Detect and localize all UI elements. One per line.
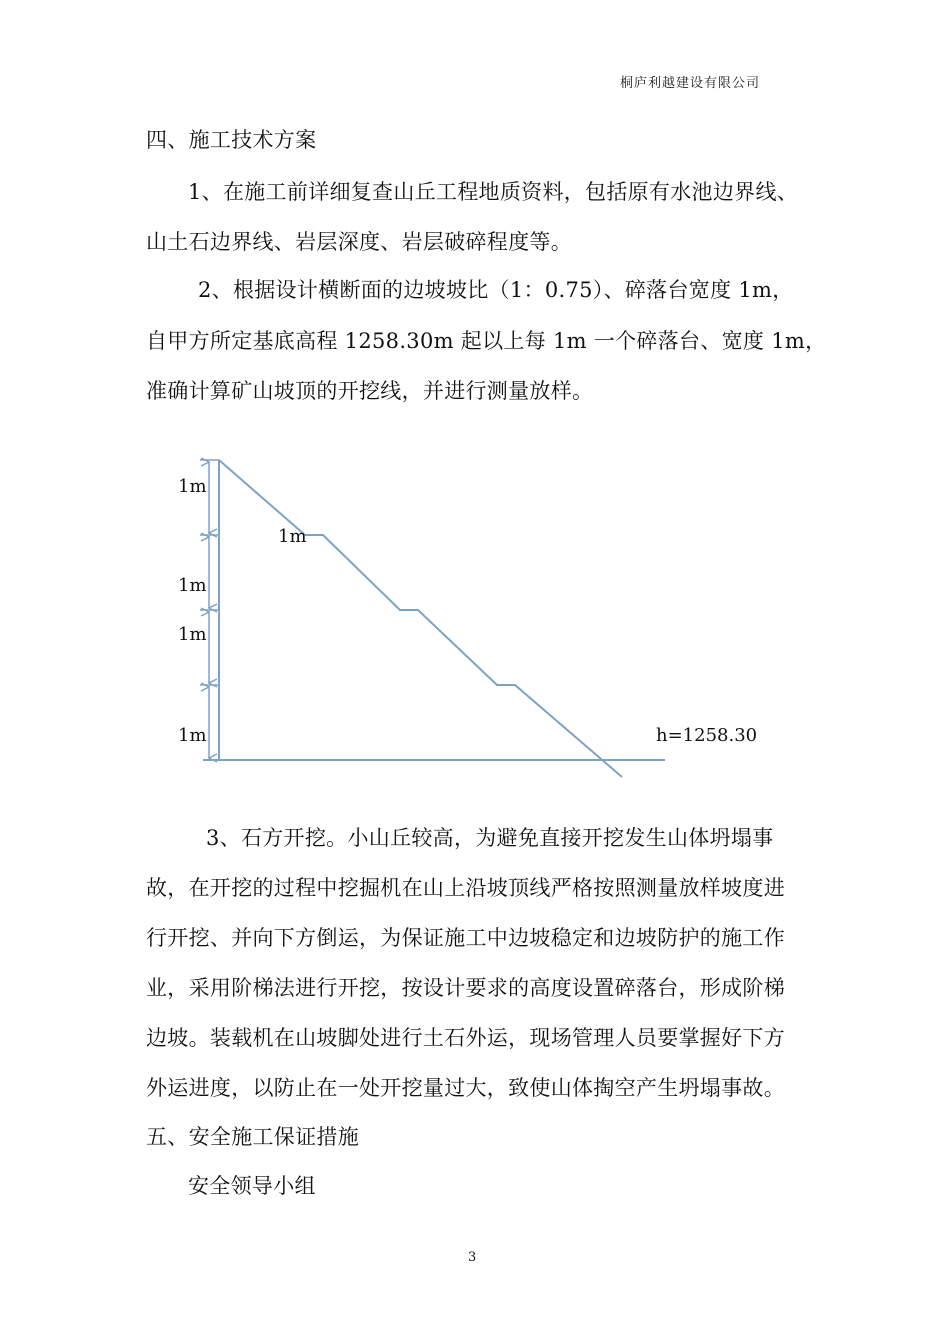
section-title-construction-plan: 四、施工技术方案 [146,128,317,152]
paragraph-2-line-1: 2、根据设计横断面的边坡坡比（1：0.75）、碎落台宽度 1m， [198,278,794,302]
height-label-4: 1m [178,725,207,746]
paragraph-3-line-6: 外运进度，以防止在一处开挖量过大，致使山体掏空产生坍塌事故。 [146,1076,785,1100]
paragraph-3-line-1: 3、石方开挖。小山丘较高，为避免直接开挖发生山体坍塌事 [206,826,774,850]
paragraph-1-line-1: 1、在施工前详细复查山丘工程地质资料，包括原有水池边界线、 [188,180,799,204]
paragraph-1-line-2: 山土石边界线、岩层深度、岩层破碎程度等。 [146,230,572,254]
company-header: 桐庐利越建设有限公司 [620,76,761,91]
page-number: 3 [468,1250,477,1265]
paragraph-2-line-3: 准确计算矿山坡顶的开挖线，并进行测量放样。 [146,379,594,403]
height-label-3: 1m [178,624,207,645]
safety-leadership-group-heading: 安全领导小组 [188,1174,316,1198]
elevation-label: h=1258.30 [656,725,758,746]
paragraph-3-line-2: 故，在开挖的过程中挖掘机在山上沿坡顶线严格按照测量放样坡度进 [146,876,785,900]
paragraph-3-line-5: 边坡。装载机在山坡脚处进行土石外运，现场管理人员要掌握好下方 [146,1026,785,1050]
paragraph-3-line-4: 业，采用阶梯法进行开挖，按设计要求的高度设置碎落台，形成阶梯 [146,976,785,1000]
paragraph-2-line-2: 自甲方所定基底高程 1258.30m 起以上每 1m 一个碎落台、宽度 1m， [146,329,827,353]
stepped-slope-profile [219,460,622,777]
section-title-safety-measures: 五、安全施工保证措施 [146,1125,359,1149]
height-label-2: 1m [178,575,207,596]
bench-width-label: 1m [278,526,307,547]
paragraph-3-line-3: 行开挖、并向下方倒运，为保证施工中边坡稳定和边坡防护的施工作 [146,926,785,950]
height-label-1: 1m [178,476,207,497]
